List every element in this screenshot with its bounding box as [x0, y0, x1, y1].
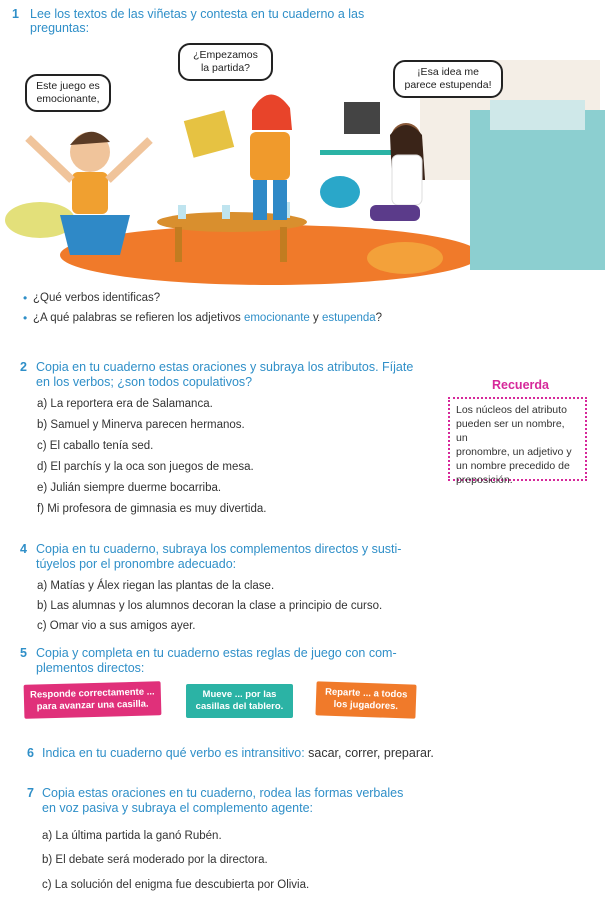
recuerda-box [448, 397, 587, 486]
card1-line1: Responde correctamente ... [29, 686, 155, 701]
q1-number: 1 [12, 7, 19, 21]
q2-item: d) El parchís y la oca son juegos de mesa. [37, 461, 254, 473]
q2-line1: Copia en tu cuaderno estas oraciones y subraya los atributos. Fíjate [36, 360, 414, 374]
q2-item: c) El caballo tenía sed. [37, 440, 154, 452]
q2-item: b) Samuel y Minerva parecen hermanos. [37, 419, 245, 431]
rule-card-1 [24, 681, 162, 719]
speech-bubble-center [178, 43, 273, 81]
cushion-right [367, 242, 443, 274]
recuerda-line: pueden ser un nombre, un [456, 418, 565, 444]
bubble-center-line1: ¿Empezamos [193, 49, 258, 61]
q2-number: 2 [20, 360, 27, 374]
bubble-right-line2: parece estupenda! [404, 79, 492, 91]
q1-bullet1: ¿Qué verbos identificas? [33, 292, 161, 304]
q7-item: b) El debate será moderado por la directora. [42, 854, 268, 866]
bubble-left-line1: Este juego es [36, 80, 100, 92]
speech-bubble-left [25, 74, 111, 112]
q4-item: b) Las alumnas y los alumnos decoran la clase a principio de curso. [37, 600, 383, 612]
computer-monitor [344, 102, 380, 134]
q6-text: Indica en tu cuaderno qué verbo es intransitivo: sacar, correr, preparar. [42, 746, 434, 760]
q1-line2: preguntas: [30, 21, 90, 35]
game-box [184, 110, 234, 158]
q1-line1: Lee los textos de las viñetas y contesta en tu cuaderno a las [30, 7, 365, 21]
bubble-right-line1: ¡Esa idea me [417, 66, 479, 78]
card3-line2: los jugadores. [333, 698, 399, 713]
q2-item: e) Julián siempre duerme bocarriba. [37, 482, 222, 494]
q7-number: 7 [27, 786, 34, 800]
recuerda-line: Los núcleos del atributo [456, 404, 567, 416]
recuerda-title: Recuerda [492, 378, 549, 392]
bullet-dot: • [23, 311, 28, 325]
card2-line1: Mueve ... por las [202, 689, 277, 700]
desk-chair [320, 176, 360, 208]
q4-item: a) Matías y Álex riegan las plantas de la clase. [37, 580, 275, 592]
recuerda-line: preposición. [456, 474, 513, 486]
rule-card-2 [186, 684, 293, 718]
q4-line2: túyelos por el pronombre adecuado: [36, 557, 237, 571]
bubble-center-line2: la partida? [200, 62, 251, 74]
recuerda-line: un nombre precedido de [456, 460, 570, 472]
q5-line2: plementos directos: [36, 661, 145, 675]
q2-item: a) La reportera era de Salamanca. [37, 398, 213, 410]
q5-number: 5 [20, 646, 27, 660]
speech-bubble-right [393, 60, 503, 98]
q4-item: c) Omar vio a sus amigos ayer. [37, 620, 196, 632]
bubble-left-line2: emocionante, [36, 93, 100, 105]
q1-bullet2: ¿A qué palabras se refieren los adjetivos emocionante y estupenda? [33, 312, 383, 324]
bullet-dot: • [23, 291, 28, 305]
q5-line1: Copia y completa en tu cuaderno estas reglas de juego con com- [36, 646, 397, 660]
card1-line2: para avanzar una casilla. [36, 698, 149, 713]
q2-item: f) Mi profesora de gimnasia es muy divertida. [37, 503, 267, 515]
q7-line2: en voz pasiva y subraya el complemento agente: [42, 801, 313, 815]
bed [470, 110, 605, 270]
q7-item: a) La última partida la ganó Rubén. [42, 830, 222, 842]
card2-line2: casillas del tablero. [195, 701, 284, 712]
recuerda-line: pronombre, un adjetivo y [456, 446, 572, 458]
q6-number: 6 [27, 746, 34, 760]
q7-item: c) La solución del enigma fue descubierta por Olivia. [42, 879, 310, 891]
q4-number: 4 [20, 542, 27, 556]
q2-line2: en los verbos; ¿son todos copulativos? [36, 375, 253, 389]
card3-line1: Reparte ... a todos [324, 686, 408, 701]
q4-line1: Copia en tu cuaderno, subraya los complementos directos y susti- [36, 542, 402, 556]
rule-card-3 [315, 681, 416, 718]
q7-line1: Copia estas oraciones en tu cuaderno, rodea las formas verbales [42, 786, 404, 800]
